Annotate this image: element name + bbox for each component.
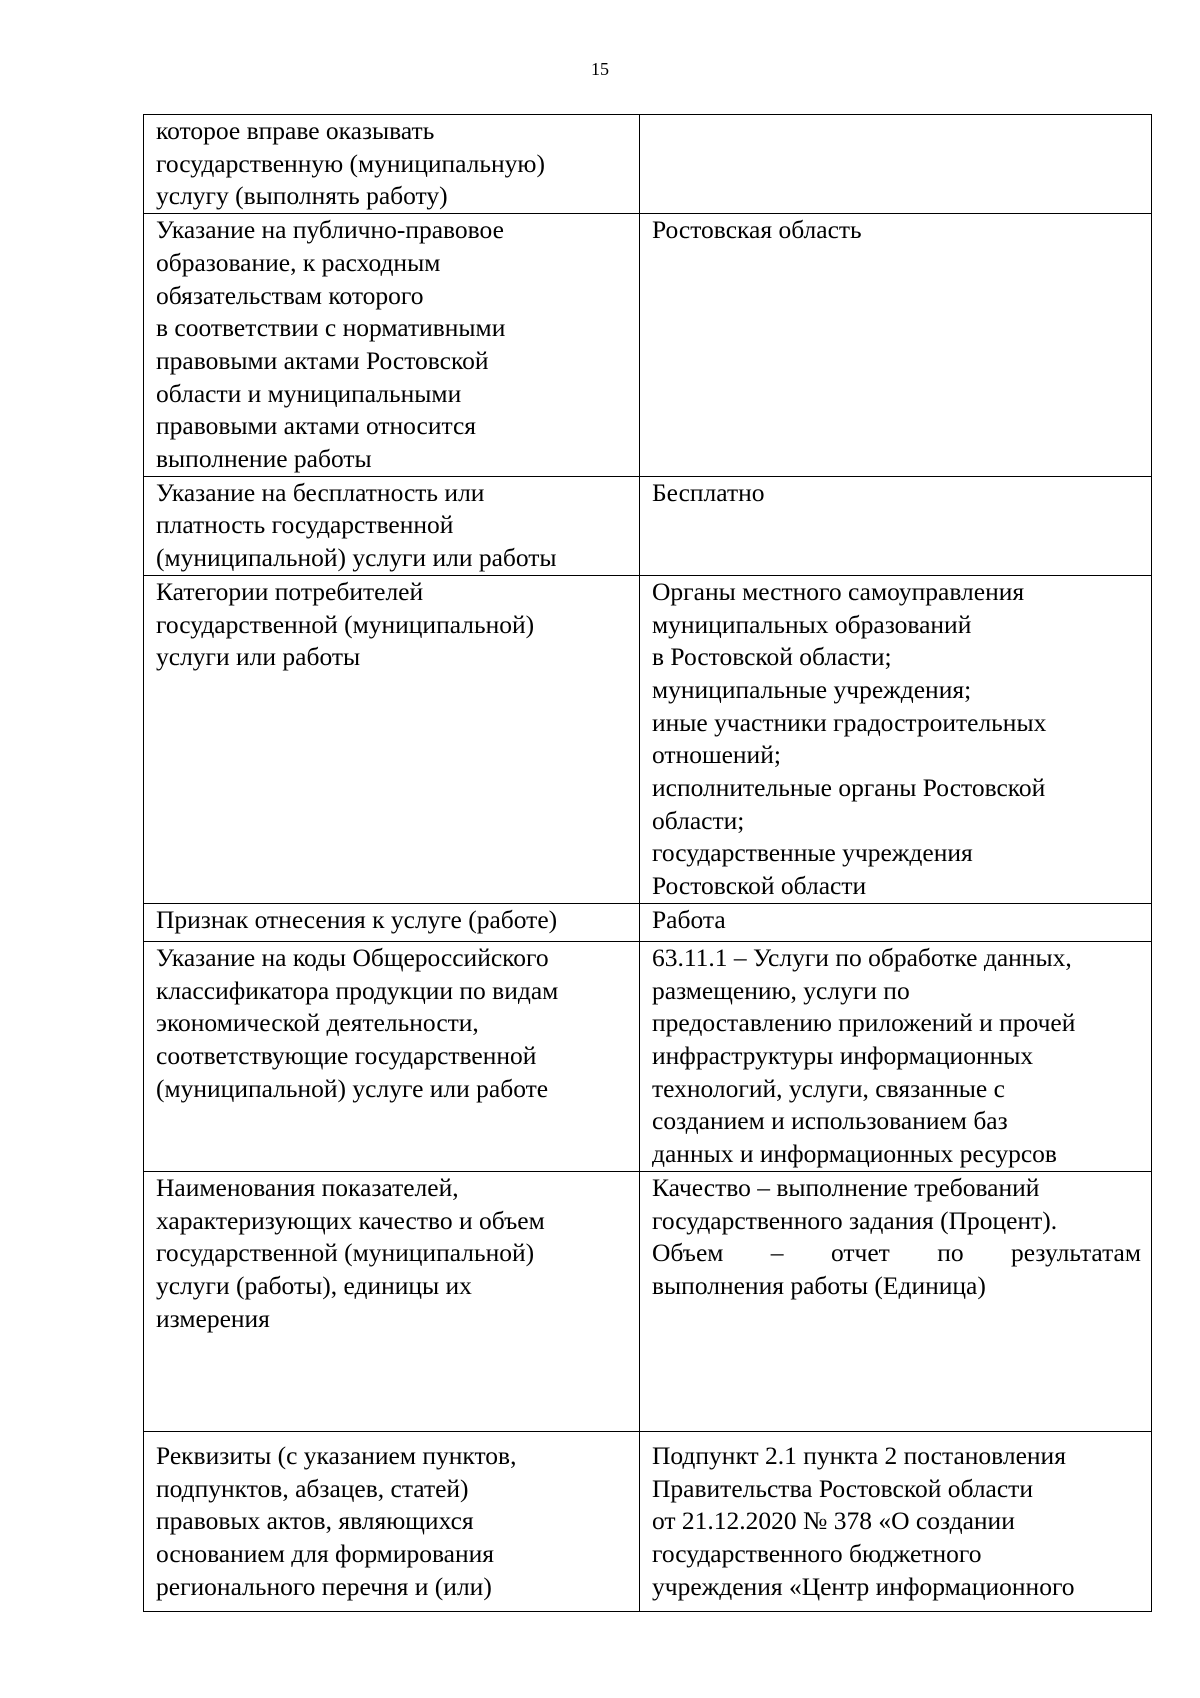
services-table <box>143 114 1152 1612</box>
table-row <box>144 115 1152 214</box>
row-value: Бесплатно <box>640 476 1152 575</box>
row-value-line: Объем – отчет по результатам <box>652 1238 1141 1268</box>
row-value <box>640 1171 1152 1431</box>
row-value: Работа <box>640 903 1152 941</box>
row-value-line: выполнения работы (Единица) <box>652 1270 986 1300</box>
row-value: Подпункт 2.1 пункта 2 постановления Правительства Ростовской области от 21.12.2020 № 378 «О создании государственного бюджетного учреждения «Центр информационного <box>640 1431 1152 1611</box>
table-row <box>144 1171 1152 1431</box>
row-value <box>640 115 1152 214</box>
row-value: 63.11.1 – Услуги по обработке данных, размещению, услуги по предоставлению приложений и прочей инфраструктуры информационных технологий, услуги, связанные с созданием и использованием баз данных и информационных ресурсов <box>640 941 1152 1171</box>
table-row <box>144 214 1152 477</box>
row-label: Признак отнесения к услуге (работе) <box>144 903 640 941</box>
row-label: Наименования показателей, характеризующих качество и объем государственной (муниципальной) услуги (работы), единицы их измерения <box>144 1171 640 1431</box>
row-label: Указание на бесплатность или платность государственной (муниципальной) услуги или работы <box>144 476 640 575</box>
row-label: Указание на публично-правовое образование, к расходным обязательствам которого в соответствии с нормативными правовыми актами Ростовской области и муниципальными правовыми актами относится выполнение работы <box>144 214 640 477</box>
row-value: Органы местного самоуправления муниципальных образований в Ростовской области; муниципальные учреждения; иные участники градостроительных отношений; исполнительные органы Ростовской области; государственные учреждения Ростовской области <box>640 575 1152 903</box>
row-value-line: Качество – выполнение требований <box>652 1172 1040 1202</box>
table-row <box>144 575 1152 903</box>
table-row <box>144 941 1152 1171</box>
row-label: Категории потребителей государственной (муниципальной) услуги или работы <box>144 575 640 903</box>
row-label: Реквизиты (с указанием пунктов, подпунктов, абзацев, статей) правовых актов, являющихся основанием для формирования регионального перечня и (или) <box>144 1431 640 1611</box>
row-value: Ростовская область <box>640 214 1152 477</box>
page-number: 15 <box>591 59 609 79</box>
row-label: Указание на коды Общероссийского классификатора продукции по видам экономической деятельности, соответствующие государственной (муниципальной) услуге или работе <box>144 941 640 1171</box>
row-label: которое вправе оказывать государственную (муниципальную) услугу (выполнять работу) <box>144 115 640 214</box>
table-row <box>144 476 1152 575</box>
table-row <box>144 1431 1152 1611</box>
table-row <box>144 903 1152 941</box>
row-value-line: государственного задания (Процент). <box>652 1205 1058 1235</box>
